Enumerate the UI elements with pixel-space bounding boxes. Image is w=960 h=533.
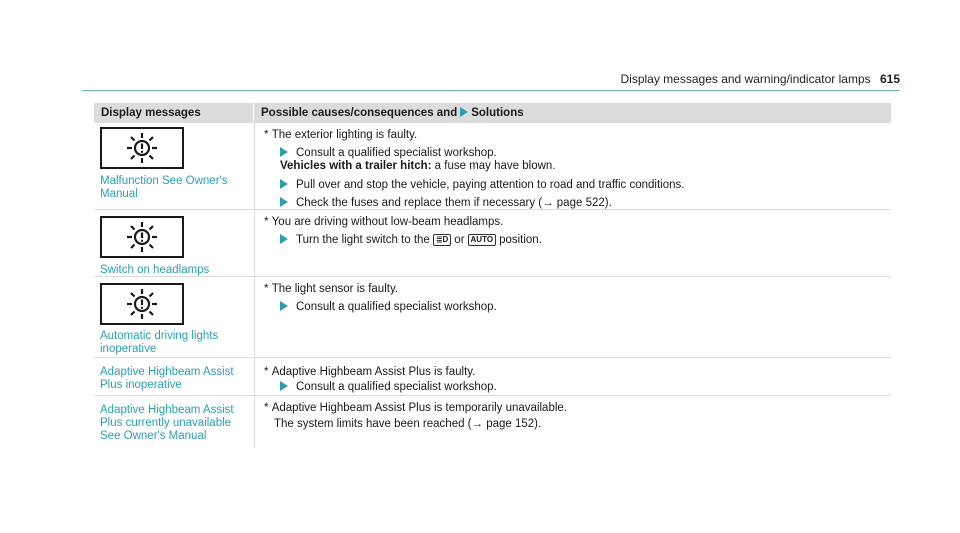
header-display-messages: Display messages	[101, 107, 201, 119]
display-message: Automatic driving lights inoperative	[100, 330, 219, 355]
low-beam-icon: ≣D	[433, 234, 451, 246]
step-text: Consult a qualified specialist workshop.	[296, 301, 497, 313]
header-causes-solutions: Possible causes/consequences and Solutions	[261, 107, 524, 119]
display-message: Adaptive Highbeam Assist Plus currently unavailable See Owner's Manual	[100, 404, 234, 442]
light-warning-icon	[100, 283, 184, 325]
step-arrow-icon	[280, 234, 288, 244]
light-warning-icon	[100, 216, 184, 258]
cause-text: You are driving without low-beam headlamps.	[271, 216, 504, 228]
header-title: Display messages and warning/indicator lamps	[620, 72, 871, 86]
solution-arrow-icon	[460, 107, 468, 117]
step-arrow-icon	[280, 381, 288, 391]
running-header	[621, 72, 901, 86]
table-header	[94, 103, 891, 123]
step-arrow-icon	[280, 197, 288, 207]
table-row: Malfunction See Owner's Manual * The exterior lighting is faulty. Consult a qualified specialist workshop. Vehicles with a trailer hitch: a fuse may have blown. Pull over and stop the vehicle, paying attention to road and traffic conditions. Check the fuses and replace them if necessary (→ page 522).	[94, 123, 891, 210]
trailer-text: a fuse may have blown.	[434, 160, 556, 172]
display-message: Malfunction See Owner's Manual	[100, 175, 228, 200]
header-rule	[82, 90, 900, 91]
display-messages-table	[94, 103, 891, 448]
step-arrow-icon	[280, 147, 288, 157]
step-text: Check the fuses and replace them if necessary (→ page 522).	[296, 197, 612, 209]
auto-light-icon: AUTO	[468, 234, 497, 246]
cause-text: The exterior lighting is faulty.	[271, 129, 418, 141]
cause-text: Adaptive Highbeam Assist Plus is faulty.	[271, 366, 476, 378]
light-warning-icon	[100, 127, 184, 169]
step-text: Consult a qualified specialist workshop.	[296, 381, 497, 393]
step-arrow-icon	[280, 301, 288, 311]
page-number: 615	[879, 72, 900, 86]
step-text: Pull over and stop the vehicle, paying attention to road and traffic conditions.	[296, 179, 685, 191]
table-row: Adaptive Highbeam Assist Plus currently unavailable See Owner's Manual * Adaptive Highbeam Assist Plus is temporarily unavailable. The system limits have been reached (→ page 152).	[94, 396, 891, 448]
table-row: Switch on headlamps * You are driving without low-beam headlamps. Turn the light switch to the ≣D or AUTO position.	[94, 210, 891, 277]
trailer-label: Vehicles with a trailer hitch:	[280, 160, 432, 172]
step-text: Consult a qualified specialist workshop.	[296, 147, 497, 159]
note-text: The system limits have been reached (→ page 152).	[274, 418, 542, 430]
display-message: Adaptive Highbeam Assist Plus inoperative	[100, 366, 234, 391]
table-row: Adaptive Highbeam Assist Plus inoperative * Adaptive Highbeam Assist Plus is faulty. Consult a qualified specialist workshop.	[94, 358, 891, 396]
cause-text: Adaptive Highbeam Assist Plus is temporarily unavailable.	[271, 402, 567, 414]
cause-text: The light sensor is faulty.	[271, 283, 399, 295]
header-divider	[253, 103, 254, 123]
step-arrow-icon	[280, 179, 288, 189]
display-message: Switch on headlamps	[100, 264, 210, 276]
table-row: Automatic driving lights inoperative * The light sensor is faulty. Consult a qualified specialist workshop.	[94, 277, 891, 358]
